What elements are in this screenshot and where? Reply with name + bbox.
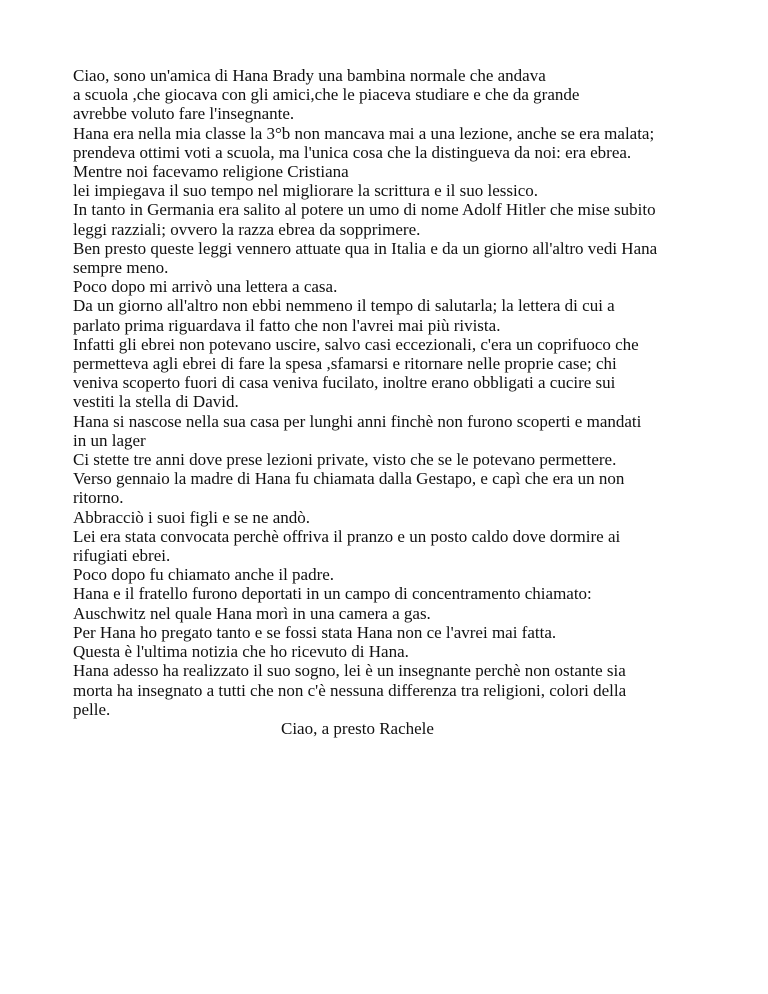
signature: Ciao, a presto Rachele [281,718,434,738]
text-line: Poco dopo mi arrivò una lettera a casa. [73,277,338,297]
text-line: sempre meno. [73,258,169,278]
text-line: Poco dopo fu chiamato anche il padre. [73,565,335,585]
text-line: leggi razziali; ovvero la razza ebrea da sopprimere. [73,219,421,239]
text-line: Hana e il fratello furono deportati in un campo di concentramento chiamato: [73,584,592,604]
text-line: a scuola ,che giocava con gli amici,che le piaceva studiare e che da grande [73,85,580,105]
text-line: avrebbe voluto fare l'insegnante. [73,104,295,124]
text-line: ritorno. [73,488,124,508]
text-line: Infatti gli ebrei non potevano uscire, salvo casi eccezionali, c'era un coprifuoco che [73,334,639,354]
text-line: in un lager [73,430,146,450]
text-line: In tanto in Germania era salito al potere un umo di nome Adolf Hitler che mise subito [73,200,656,220]
text-line: Per Hana ho pregato tanto e se fossi stata Hana non ce l'avrei mai fatta. [73,622,557,642]
text-line: Questa è l'ultima notizia che ho ricevuto di Hana. [73,642,409,662]
text-line: rifugiati ebrei. [73,546,171,566]
text-line: pelle. [73,699,111,719]
text-line: Verso gennaio la madre di Hana fu chiamata dalla Gestapo, e capì che era un non [73,469,625,489]
text-line: veniva scoperto fuori di casa veniva fucilato, inoltre erano obbligati a cucire sui [73,373,616,393]
text-line: Lei era stata convocata perchè offriva il pranzo e un posto caldo dove dormire ai [73,526,621,546]
text-line: prendeva ottimi voti a scuola, ma l'unica cosa che la distingueva da noi: era ebrea. [73,142,632,162]
text-line: Hana adesso ha realizzato il suo sogno, lei è un insegnante perchè non ostante sia [73,661,626,681]
letter-body [73,66,723,738]
text-line: Hana si nascose nella sua casa per lunghi anni finchè non furono scoperti e mandati [73,411,642,431]
text-line: vestiti la stella di David. [73,392,239,412]
text-line: parlato prima riguardava il fatto che non l'avrei mai più rivista. [73,315,501,335]
text-line: permetteva agli ebrei di fare la spesa ,sfamarsi e ritornare nelle proprie case; chi [73,354,617,374]
text-line: morta ha insegnato a tutti che non c'è nessuna differenza tra religioni, colori della [73,680,627,700]
text-line: Ciao, sono un'amica di Hana Brady una bambina normale che andava [73,66,546,85]
text-line: Auschwitz nel quale Hana morì in una camera a gas. [73,603,431,623]
text-line: Abbracciò i suoi figli e se ne andò. [73,507,310,527]
text-line: Ci stette tre anni dove prese lezioni private, visto che se le potevano permettere. [73,450,617,470]
text-line: Mentre noi facevamo religione Cristiana [73,162,349,182]
text-line: Da un giorno all'altro non ebbi nemmeno il tempo di salutarla; la lettera di cui a [73,296,615,316]
text-line: lei impiegava il suo tempo nel migliorare la scrittura e il suo lessico. [73,181,539,201]
text-line: Ben presto queste leggi vennero attuate qua in Italia e da un giorno all'altro vedi Hana [73,238,658,258]
text-line: Hana era nella mia classe la 3°b non mancava mai a una lezione, anche se era malata; [73,123,655,143]
